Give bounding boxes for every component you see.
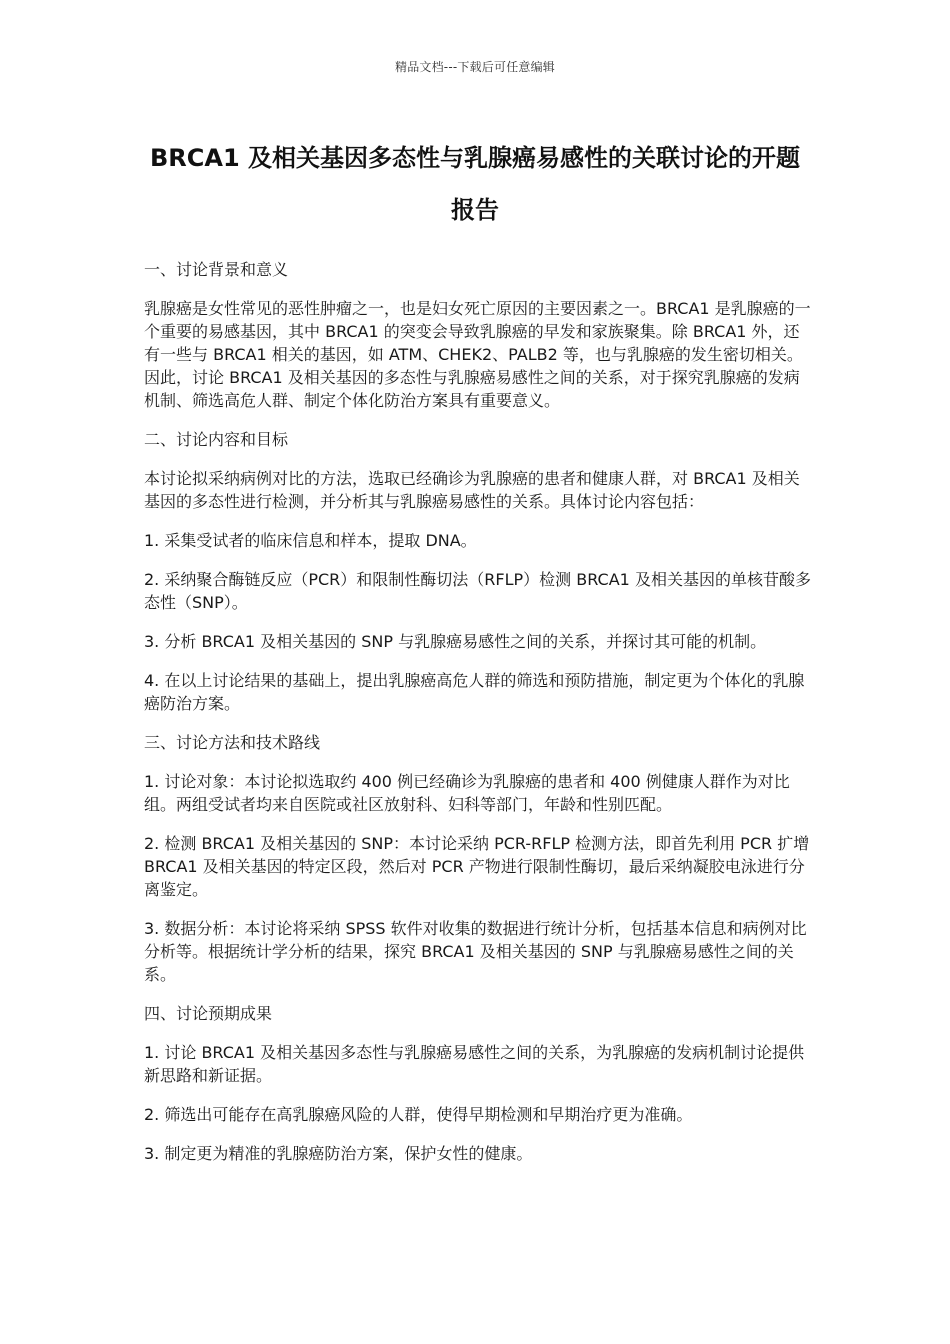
paragraph: 乳腺癌是女性常见的恶性肿瘤之一，也是妇女死亡原因的主要因素之一。BRCA1 是乳腺癌的一个重要的易感基因，其中 BRCA1 的突变会导致乳腺癌的早发和家族聚集。除 BRCA1 外，还有一些与 BRCA1 相关的基因，如 ATM、CHEK2、PALB2 等，也与乳腺癌的发生密切相关。因此，讨论 BRCA1 及相关基因的多态性与乳腺癌易感性之间的关系，对于探究乳腺癌的发病机制、筛选高危人群、制定个体化防治方案具有重要意义。 (144, 299, 811, 410)
list-item: 2. 采纳聚合酶链反应（PCR）和限制性酶切法（RFLP）检测 BRCA1 及相关基因的单核苷酸多态性（SNP）。 (144, 570, 811, 612)
section-heading: 一、讨论背景和意义 (144, 260, 289, 279)
list-item: 3. 分析 BRCA1 及相关基因的 SNP 与乳腺癌易感性之间的关系，并探讨其可能的机制。 (144, 632, 767, 651)
list-item: 3. 数据分析：本讨论将采纳 SPSS 软件对收集的数据进行统计分析，包括基本信息和病例对比分析等。根据统计学分析的结果，探究 BRCA1 及相关基因的 SNP 与乳腺癌易感性之间的关系。 (144, 919, 807, 984)
list-item: 1. 采集受试者的临床信息和样本，提取 DNA。 (144, 531, 477, 550)
document-body (144, 258, 812, 1181)
document-title: BRCA1 及相关基因多态性与乳腺癌易感性的关联讨论的开题报告 (149, 144, 800, 224)
list-item: 2. 检测 BRCA1 及相关基因的 SNP：本讨论采纳 PCR-RFLP 检测方法，即首先利用 PCR 扩增 BRCA1 及相关基因的特定区段，然后对 PCR 产物进行限制性酶切，最后采纳凝胶电泳进行分离鉴定。 (144, 834, 810, 899)
section-heading: 三、讨论方法和技术路线 (144, 733, 321, 752)
list-item: 1. 讨论对象：本讨论拟选取约 400 例已经确诊为乳腺癌的患者和 400 例健康人群作为对比组。两组受试者均来自医院或社区放射科、妇科等部门，年龄和性别匹配。 (144, 772, 790, 814)
list-item: 4. 在以上讨论结果的基础上，提出乳腺癌高危人群的筛选和预防措施，制定更为个体化的乳腺癌防治方案。 (144, 671, 805, 713)
list-item: 1. 讨论 BRCA1 及相关基因多态性与乳腺癌易感性之间的关系，为乳腺癌的发病机制讨论提供新思路和新证据。 (144, 1043, 805, 1085)
page-header-note: 精品文档---下载后可任意编辑 (395, 60, 555, 74)
section-heading: 二、讨论内容和目标 (144, 430, 289, 449)
section-heading: 四、讨论预期成果 (144, 1004, 273, 1023)
list-item: 2. 筛选出可能存在高乳腺癌风险的人群，使得早期检测和早期治疗更为准确。 (144, 1105, 693, 1124)
paragraph: 本讨论拟采纳病例对比的方法，选取已经确诊为乳腺癌的患者和健康人群，对 BRCA1 及相关基因的多态性进行检测，并分析其与乳腺癌易感性的关系。具体讨论内容包括： (144, 469, 800, 511)
list-item: 3. 制定更为精准的乳腺癌防治方案，保护女性的健康。 (144, 1144, 533, 1163)
